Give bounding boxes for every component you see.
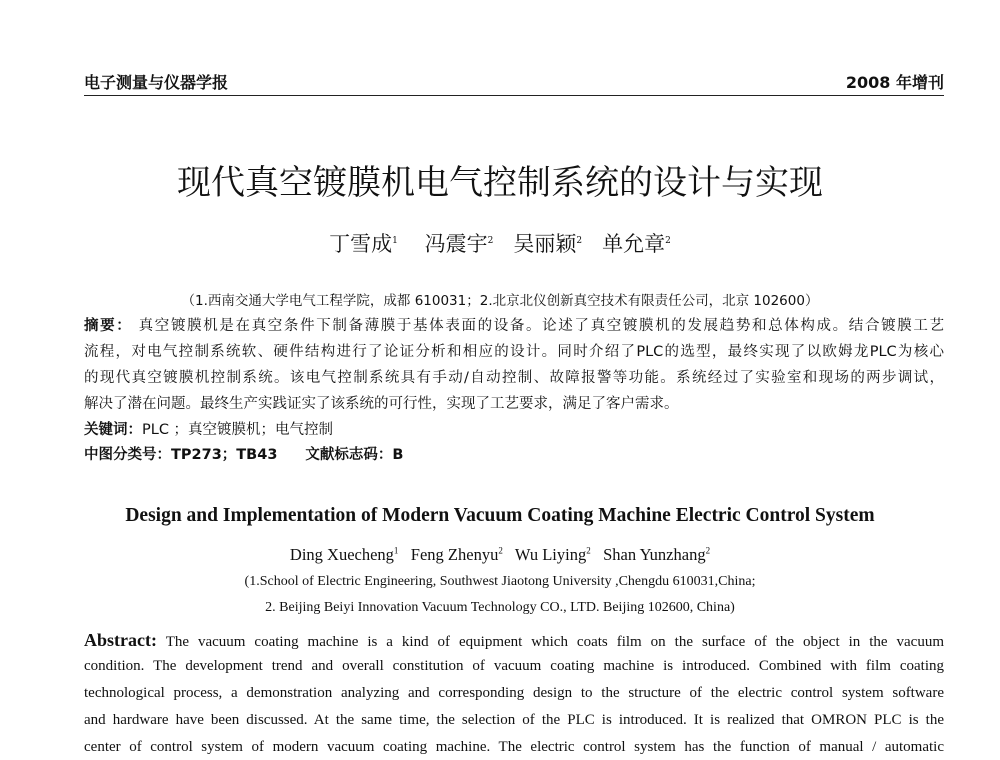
abstract-en-line: center of control system of modern vacuum coating machine. The electric control system has the function of manual / automatic (84, 739, 944, 755)
affiliation-cn: （1.西南交通大学电气工程学院，成都 610031；2.北京北仪创新真空技术有限责任公司，北京 102600） (181, 293, 819, 309)
authors-en: Ding Xuecheng$^1$ Feng Zhenyu$^2$ Wu Liying$^2$ Shan Yunzhang$^2$ (289, 545, 711, 564)
title-en: Design and Implementation of Modern Vacuum Coating Machine Electric Control System (125, 505, 875, 526)
issue-label: 2008 年增刊 (845, 73, 944, 92)
affiliation-en-2: 2. Beijing Beiyi Innovation Vacuum Technology CO., LTD. Beijing 102600, China) (265, 600, 735, 615)
keywords-cn: 关键词：PLC ；真空镀膜机；电气控制 (84, 422, 334, 438)
journal-name: 电子测量与仪器学报 (84, 73, 229, 92)
abstract-en-line: technological process, a demonstration analyzing and corresponding design to the structure of the electric control system software (84, 685, 944, 701)
abstract-en-line: Abstract: The vacuum coating machine is a kind of equipment which coats film on the surface of the object in the vacuum (84, 630, 945, 650)
abstract-en-line: condition. The development trend and overall constitution of vacuum coating machine is introduced. Combined with film coating (84, 658, 944, 674)
affiliation-en-1: (1.School of Electric Engineering, Southwest Jiaotong University ,Chengdu 610031,China; (244, 574, 756, 589)
abstract-cn-line: 流程，对电气控制系统软、硬件结构进行了论证分析和相应的设计。同时介绍了PLC的选型，最终实现了以欧姆龙PLC为核心 (84, 344, 944, 360)
abstract-cn-line: 的现代真空镀膜机控制系统。该电气控制系统具有手动/自动控制、故障报警等功能。系统经过了实验室和现场的两步调试， (84, 370, 944, 386)
abstract-cn-line: 摘要： 真空镀膜机是在真空条件下制备薄膜于基体表面的设备。论述了真空镀膜机的发展趋势和总体构成。结合镀膜工艺 (84, 318, 945, 334)
header-rule (84, 95, 944, 96)
abstract-cn-line: 解决了潜在问题。最终生产实践证实了该系统的可行性，实现了工艺要求，满足了客户需求。 (84, 396, 679, 412)
title-cn: 现代真空镀膜机电气控制系统的设计与实现 (177, 163, 823, 203)
classification: 中图分类号：TP273；TB43 文献标志码：B (84, 447, 404, 463)
authors-cn: 丁雪成$^1$ 冯震宇$^2$ 吴丽颖$^2$ 单允章$^2$ (329, 232, 671, 256)
abstract-en-line: and hardware have been discussed. At the same time, the selection of the PLC is introduced. It is realized that OMRON PLC is the (84, 712, 944, 728)
